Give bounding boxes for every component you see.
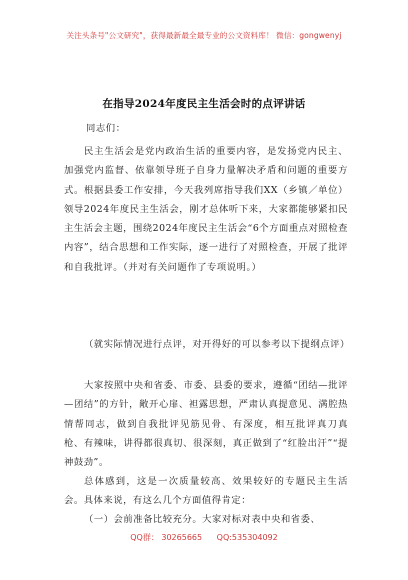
qq-number-text: QQ:535304092 bbox=[216, 533, 278, 542]
paragraph-text: （就实际情况进行点评，对开得好的可以参考以下提纲点评） bbox=[84, 339, 350, 350]
paragraph-text: 民主生活会是党内政治生活的重要内容，是发扬党内民主、加强党内监督、依靠领导班子自身力量解决矛盾和问题的重要方式。根据县委工作安排，今天我列席指导我们XX（乡镇／单位）领导2024年度民主生活会，刚才总体听下来，大家都能够紧扣民主生活会主题，围绕2024年度民主生活会“6个方面重点对照检查内容”，结合思想和工作实际，逐一进行了对照检查，开展了批评和自我批评。（并对有关问题作了专项说明。） bbox=[64, 146, 348, 273]
paragraph-3 bbox=[64, 376, 348, 472]
paragraph-text: （一）会前准备比较充分。大家对标对表中央和省委、 bbox=[84, 514, 321, 525]
salutation: 同志们： bbox=[86, 123, 126, 134]
header-note: 关注头条号"公文研究"，获得最新最全最专业的公文资料库！ 微信：gongwenyj bbox=[66, 31, 342, 40]
paragraph-5 bbox=[64, 510, 348, 529]
qq-group-text: QQ群： 30265665 bbox=[130, 533, 203, 542]
paragraph-2 bbox=[64, 335, 348, 354]
paragraph-text: 总体感到，这是一次质量较高、效果较好的专题民主生活会。具体来说，有这么几个方面值得肯定： bbox=[64, 476, 348, 507]
footer-contact bbox=[0, 532, 408, 543]
paragraph-4 bbox=[64, 472, 348, 511]
paragraph-1 bbox=[64, 142, 348, 277]
paragraph-text: 大家按照中央和省委、市委、县委的要求，遵循“团结—批评—团结”的方针，敞开心扉、袒露思想，严肃认真提意见、满腔热情帮同志，做到自我批评见筋见骨、有深度，相互批评真刀真枪、有辣味，讲得都很真切、很深刻，真正做到了“红脸出汗”“提神鼓劲”。 bbox=[64, 380, 348, 469]
document-title: 在指导2024年度民主生活会时的点评讲话 bbox=[102, 98, 306, 110]
